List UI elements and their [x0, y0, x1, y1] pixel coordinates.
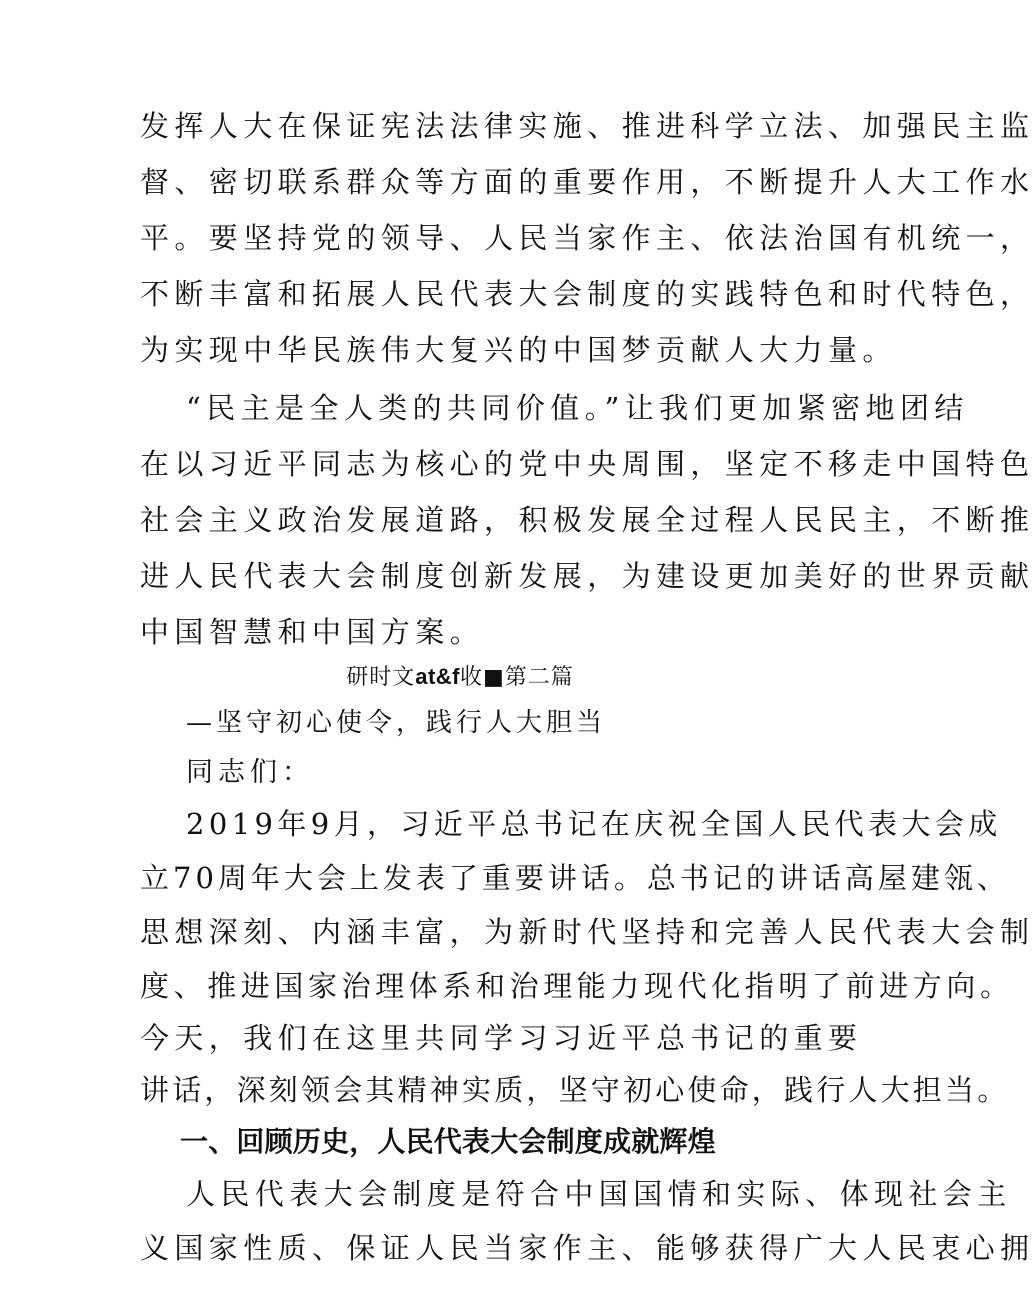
- text-line: 思想深刻、内涵丰富，为新时代坚持和完善人民代表大会制: [140, 915, 1034, 949]
- text-line: 中国智慧和中国方案。: [140, 615, 485, 649]
- text-line: 进人民代表大会制度创新发展，为建设更加美好的世界贡献: [140, 559, 1034, 593]
- text-line: 立70周年大会上发表了重要讲话。总书记的讲话高屋建瓴、: [140, 861, 1010, 895]
- text-line: 发挥人大在保证宪法法律实施、推进科学立法、加强民主监: [140, 109, 1034, 143]
- text-line: “民主是全人类的共同价值。”让我们更加紧密地团结: [186, 391, 969, 425]
- text-line: 社会主义政治发展道路，积极发展全过程人民民主，不断推: [140, 503, 1034, 537]
- salutation: 同志们：: [186, 757, 314, 788]
- text-line: 在以习近平同志为核心的党中央周围，坚定不移走中国特色: [140, 447, 1034, 481]
- text-line: 人民代表大会制度是符合中国国情和实际、体现社会主: [186, 1177, 1012, 1211]
- text-line: 今天，我们在这里共同学习习近平总书记的重要: [140, 1021, 863, 1055]
- text-line: 督、密切联系群众等方面的重要作用，不断提升人大工作水: [140, 165, 1034, 199]
- text-line: 度、推进国家治理体系和治理能力现代化指明了前进方向。: [140, 969, 1014, 1003]
- part-title-suffix: 收■第二篇: [460, 665, 574, 690]
- text-line: 为实现中华民族伟大复兴的中国梦贡献人大力量。: [140, 333, 897, 367]
- text-line: 2019年9月，习近平总书记在庆祝全国人民代表大会成: [186, 807, 1002, 841]
- section-heading: 一、回顾历史，人民代表大会制度成就辉煌: [180, 1125, 716, 1158]
- text-line: 义国家性质、保证人民当家作主、能够获得广大人民衷心拥: [140, 1231, 1034, 1265]
- part-title: [0, 662, 920, 693]
- text-line: 平。要坚持党的领导、人民当家作主、依法治国有机统一，: [140, 221, 1034, 255]
- part-title-prefix: 研时文: [346, 665, 416, 690]
- text-line: 不断丰富和拓展人民代表大会制度的实践特色和时代特色，: [140, 277, 1034, 311]
- subtitle: —坚守初心使令，践行人大胆当: [186, 708, 607, 738]
- part-title-latin: at&f: [415, 664, 460, 689]
- text-line: 讲话，深刻领会其精神实质，坚守初心使命，践行人大担当。: [140, 1073, 1010, 1107]
